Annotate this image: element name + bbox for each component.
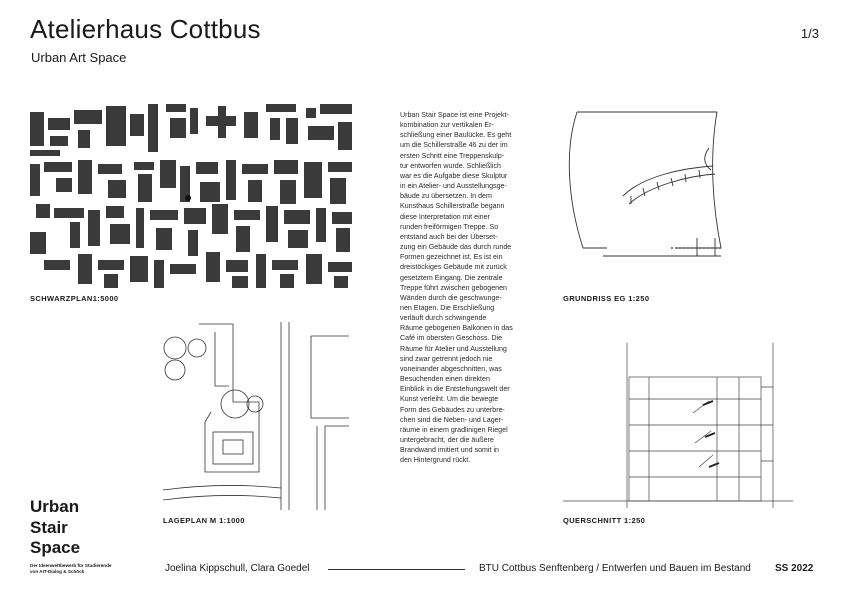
project-description: Urban Stair Space ist eine Projekt- kombination zur vertikalen Er- schließung einer Baulücke. Es geht um die Schillerstraße 46 zu der im ersten Schritt eine Treppenskulp- tur entworfen wurde. Schließlich war es die Aufgabe diese Skulptur in ein Atelier- und Ausstellungsge- bäude zu übersetzen. In dem Kunsthaus Schillerstraße begann diese Interpretation mit einer runden freiförmigen Treppe. So entstand auch bei der Überset- zung ein Gebäude das durch runde Formen gezeichnet ist. Es ist ein dreistöckiges Gebäude mit zurück gesetztem Eingang. Die zentrale Treppe führt zwischen gebogenen Wänden durch die geschwunge- nen Etagen. Die Erschließung verläuft durch schwingende Räume gebogenen Balkonen in das Café im obersten Geschoss. Die Räume für Atelier und Ausstellung sind zwar getrennt jedoch nie voneinander abgeschnitten, was Besuchenden einen direkten Einblick in die Entstehungswelt der Kunst verleiht. Um die bewegte Form des Gebäudes zu unterbre- chen sind die Neben- und Lager- räume in einem gradlinigen Riegel untergebracht, der die äußere Brandwand imitiert und somit in den Hintergrund rückt. <box>400 111 513 465</box>
footer-divider <box>328 569 465 570</box>
urban-stair-space-logo: Urban Stair Space <box>30 497 81 557</box>
page-subtitle: Urban Art Space <box>31 50 127 65</box>
querschnitt-drawing <box>563 343 793 508</box>
logo-subtext: Der Ideenwettbewerb für Studierende von AIT-Dialog & Schöck <box>30 563 112 574</box>
grundriss-drawing <box>563 108 727 268</box>
grundriss-caption: GRUNDRISS EG 1:250 <box>563 294 650 303</box>
lageplan-caption: LAGEPLAN M 1:1000 <box>163 516 245 525</box>
lageplan-drawing <box>163 322 349 510</box>
schwarzplan-drawing <box>30 104 352 288</box>
page-title: Atelierhaus Cottbus <box>30 14 261 44</box>
schwarzplan-caption: SCHWARZPLAN1:5000 <box>30 294 119 303</box>
page-indicator: 1/3 <box>800 26 819 41</box>
semester: SS 2022 <box>775 563 814 574</box>
institution: BTU Cottbus Senftenberg / Entwerfen und Bauen im Bestand <box>479 563 751 574</box>
authors: Joelina Kippschull, Clara Goedel <box>165 563 310 574</box>
querschnitt-caption: QUERSCHNITT 1:250 <box>563 516 646 525</box>
